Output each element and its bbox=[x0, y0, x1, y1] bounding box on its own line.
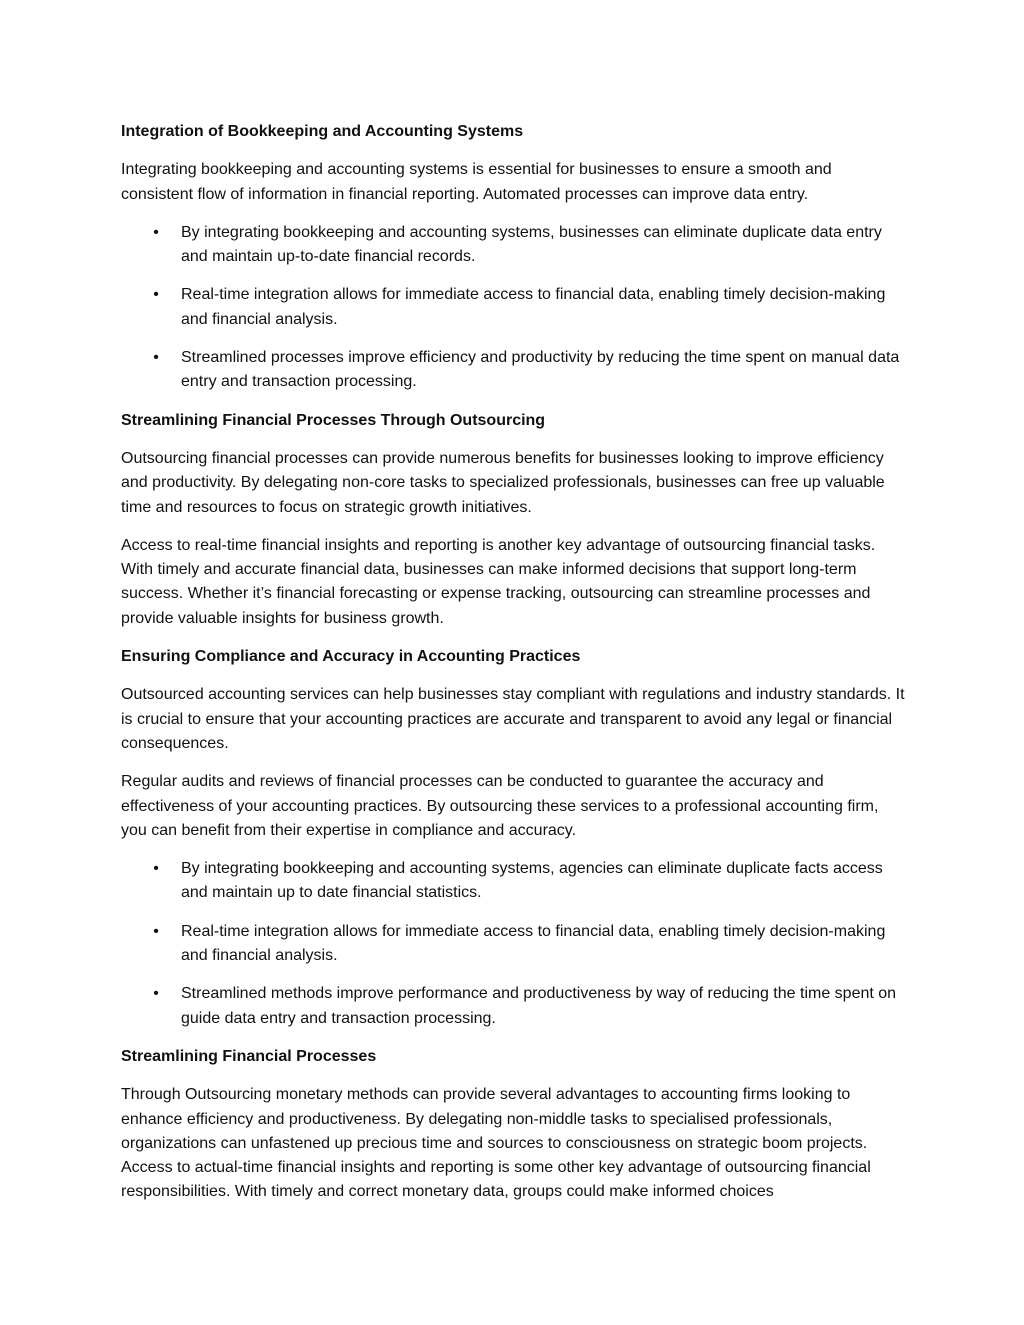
bullet-list bbox=[121, 857, 905, 1031]
list-item bbox=[121, 346, 905, 395]
bullet-icon: • bbox=[153, 286, 159, 304]
paragraph: Access to real-time financial insights and reporting is another key advantage of outsourcing financial tasks. With timely and accurate financial data, businesses can make informed decisions that support long-term success. Whether it’s financial forecasting or expense tracking, outsourcing can streamline processes and provide valuable insights for business growth. bbox=[121, 536, 876, 627]
bullet-icon: • bbox=[153, 223, 159, 241]
bullet-icon: • bbox=[153, 349, 159, 367]
paragraph: Integrating bookkeeping and accounting systems is essential for businesses to ensure a smooth and consistent flow of information in financial reporting. Automated processes can improve data entry. bbox=[121, 161, 832, 203]
list-item-text: Streamlined processes improve efficiency and productivity by reducing the time spent on manual data entry and transaction processing. bbox=[181, 349, 900, 391]
list-item bbox=[121, 283, 905, 332]
section-heading: Ensuring Compliance and Accuracy in Accounting Practices bbox=[121, 648, 581, 666]
section-heading: Streamlining Financial Processes Through Outsourcing bbox=[121, 411, 546, 429]
list-item-text: Real-time integration allows for immediate access to financial data, enabling timely decision-making and financial analysis. bbox=[181, 922, 886, 965]
paragraph: Outsourcing financial processes can provide numerous benefits for businesses looking to improve efficiency and productivity. By delegating non-core tasks to specialized professionals, businesses can free up valuable time and resources to focus on strategic growth initiatives. bbox=[121, 449, 885, 516]
bullet-icon: • bbox=[153, 922, 159, 940]
section-streamlining bbox=[121, 1045, 905, 1205]
paragraph: Regular audits and reviews of financial processes can be conducted to guarantee the accuracy and effectiveness of your accounting practices. By outsourcing these services to a professional accounting firm, you can benefit from their expertise in compliance and accuracy. bbox=[121, 773, 879, 839]
bullet-icon: • bbox=[153, 985, 159, 1003]
section-integration bbox=[121, 120, 905, 395]
section-outsourcing bbox=[121, 409, 905, 631]
bullet-list bbox=[121, 221, 905, 395]
list-item-text: By integrating bookkeeping and accounting systems, agencies can eliminate duplicate facts access and maintain up to date financial statistics. bbox=[181, 860, 883, 902]
paragraph: Through Outsourcing monetary methods can provide several advantages to accounting firms looking to enhance efficiency and productiveness. By delegating non-middle tasks to specialised professionals, organizations can unfastened up precious time and sources to consciousness on strategic boom projects. Access to actual-time financial insights and reporting is some other key advantage of outsourcing financial responsibilities. With timely and correct monetary data, groups could make informed choices bbox=[121, 1086, 871, 1201]
list-item-text: Streamlined methods improve performance and productiveness by way of reducing the time spent on guide data entry and transaction processing. bbox=[181, 985, 897, 1027]
list-item bbox=[121, 221, 905, 270]
section-heading: Streamlining Financial Processes bbox=[121, 1047, 377, 1065]
document-page bbox=[121, 120, 905, 1219]
paragraph: Outsourced accounting services can help businesses stay compliant with regulations and industry standards. It is crucial to ensure that your accounting practices are accurate and transparent to avoid any legal or financial consequences. bbox=[121, 686, 905, 752]
section-compliance bbox=[121, 645, 905, 1031]
list-item bbox=[121, 920, 905, 969]
section-heading: Integration of Bookkeeping and Accounting Systems bbox=[121, 123, 524, 140]
list-item-text: Real-time integration allows for immediate access to financial data, enabling timely decision-making and financial analysis. bbox=[181, 286, 886, 328]
list-item-text: By integrating bookkeeping and accounting systems, businesses can eliminate duplicate data entry and maintain up-to-date financial records. bbox=[181, 223, 882, 266]
list-item bbox=[121, 982, 905, 1031]
bullet-icon: • bbox=[153, 860, 159, 878]
list-item bbox=[121, 857, 905, 906]
